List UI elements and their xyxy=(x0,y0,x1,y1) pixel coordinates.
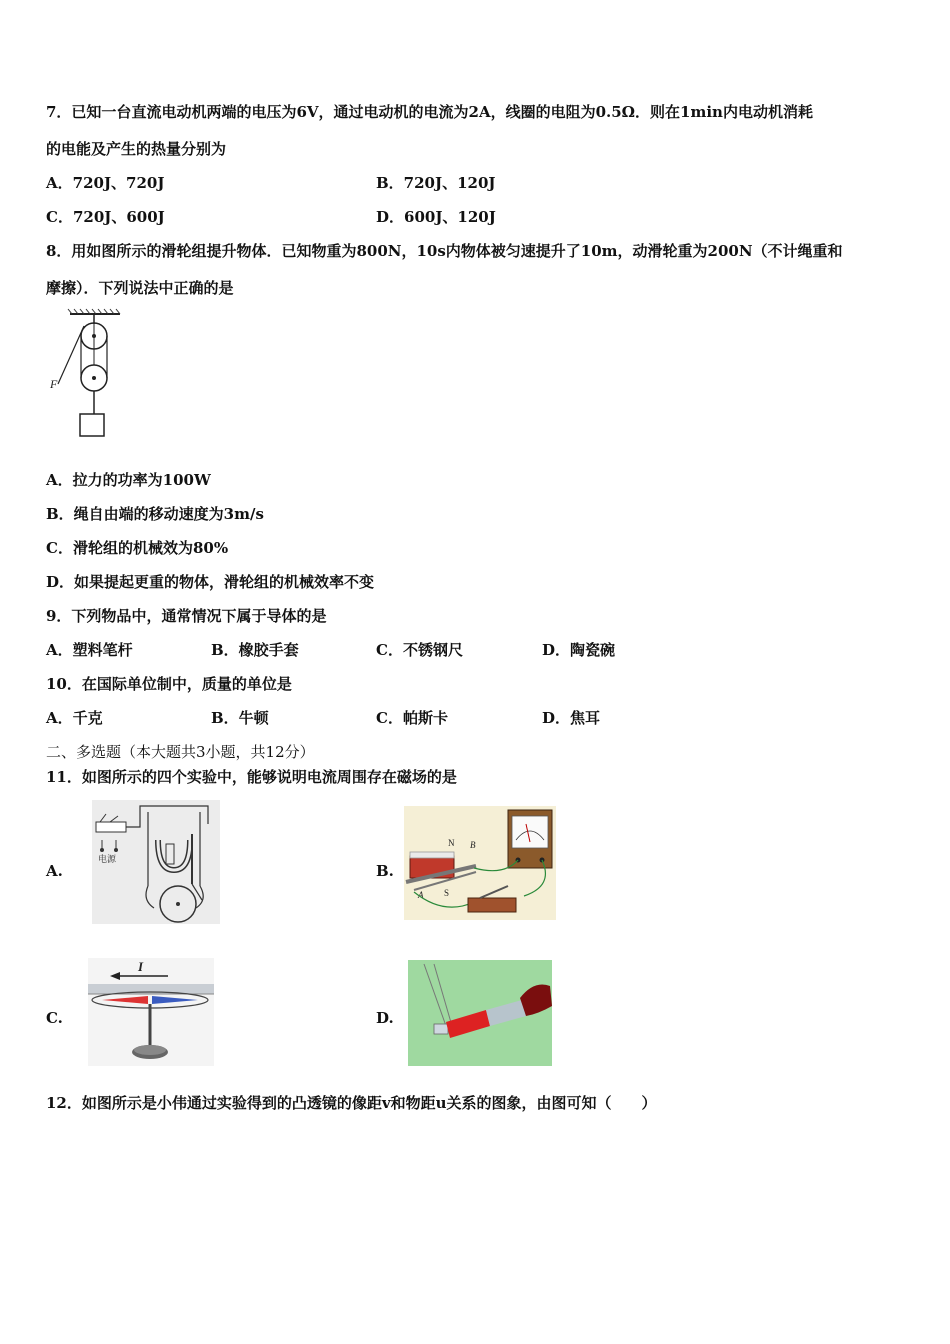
label-n: N xyxy=(448,838,455,848)
q7-option-a: A．720J、720J xyxy=(46,174,165,192)
q10-option-b: B．牛顿 xyxy=(211,709,269,727)
q11-label-b: B. xyxy=(376,862,394,880)
pulley-figure xyxy=(44,306,134,446)
q8-option-b: B．绳自由端的移动速度为3m/s xyxy=(46,505,264,523)
q9-stem: 9．下列物品中，通常情况下属于导体的是 xyxy=(46,607,327,625)
q7-option-b: B．720J、120J xyxy=(376,174,496,192)
q10-stem: 10．在国际单位制中，质量的单位是 xyxy=(46,675,292,693)
q11-label-d: D. xyxy=(376,1009,394,1027)
label-s: S xyxy=(444,888,450,898)
q8-stem-line1: 8．用如图所示的滑轮组提升物体．已知物重为800N，10s内物体被匀速提升了10m，动滑轮重为200N（不计绳重和 xyxy=(46,242,843,260)
q7-stem-line1: 7．已知一台直流电动机两端的电压为6V，通过电动机的电流为2A，线圈的电阻为0.5Ω．则在1min内电动机消耗 xyxy=(46,103,813,121)
q10-option-d: D．焦耳 xyxy=(542,709,601,727)
q7-option-c: C．720J、600J xyxy=(46,208,165,226)
power-source-label: 电源 xyxy=(98,855,117,865)
q11-figure-d-magnet-needle xyxy=(408,960,552,1066)
q11-label-c: C. xyxy=(46,1009,63,1027)
q11-figure-a-electric-bell xyxy=(92,800,220,924)
q11-stem: 11．如图所示的四个实验中，能够说明电流周围存在磁场的是 xyxy=(46,768,457,786)
q8-option-a: A．拉力的功率为100W xyxy=(46,471,211,489)
q9-option-b: B．橡胶手套 xyxy=(211,641,299,659)
q7-option-d: D．600J、120J xyxy=(376,208,496,226)
section-heading: 二、多选题（本大题共3小题，共12分） xyxy=(46,743,315,761)
q8-option-d: D．如果提起更重的物体，滑轮组的机械效率不变 xyxy=(46,573,375,591)
q12-stem: 12．如图所示是小伟通过实验得到的凸透镜的像距v和物距u关系的图象，由图可知（ ） xyxy=(46,1094,657,1112)
label-a: A xyxy=(418,890,424,900)
q9-option-a: A．塑料笔杆 xyxy=(46,641,133,659)
current-label: I xyxy=(138,959,144,974)
q11-label-a: A. xyxy=(46,862,63,880)
q11-figure-c-compass-needle xyxy=(88,958,214,1066)
pulley-force-label: F xyxy=(50,377,58,391)
q11-figure-b-oersted-setup xyxy=(404,806,556,920)
q10-option-a: A．千克 xyxy=(46,709,103,727)
q8-stem-line2: 摩擦）．下列说法中正确的是 xyxy=(46,279,234,297)
q8-option-c: C．滑轮组的机械效为80% xyxy=(46,539,229,557)
q10-option-c: C．帕斯卡 xyxy=(376,709,448,727)
q9-option-d: D．陶瓷碗 xyxy=(542,641,616,659)
q7-stem-line2: 的电能及产生的热量分别为 xyxy=(46,140,227,158)
q9-option-c: C．不锈钢尺 xyxy=(376,641,463,659)
label-b: B xyxy=(470,840,476,850)
